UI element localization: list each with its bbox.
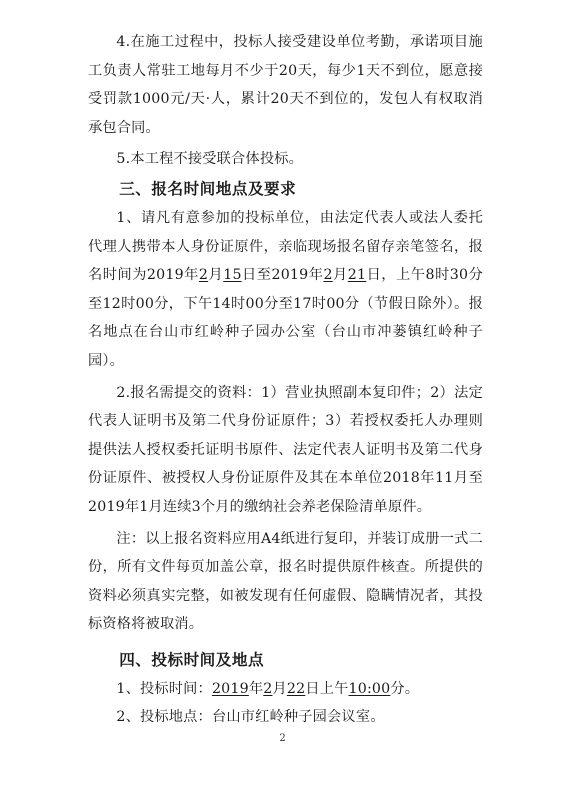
bid-text-a: 1、投标时间： xyxy=(116,680,212,697)
bid-day: 22 xyxy=(286,680,306,697)
reg-end-month: 2 xyxy=(323,267,333,284)
reg-text-a: 1、请凡有意参加的投标单位，由法定代表人或法人委托代理人携带本人身份证原件，亲临现场报名留存亲笔签名，报名时间为2019年 xyxy=(88,209,483,284)
reg-text-d: 月 xyxy=(332,267,348,284)
bid-year: 2019 xyxy=(211,680,249,697)
bid-location-paragraph: 2、投标地点：台山市红岭种子园会议室。 xyxy=(116,709,385,726)
registration-note-paragraph: 注：以上报名资料应用A4纸进行复印，并装订成册一式二份，所有文件每页加盖公章，报名时提供原件核查。所提供的资料必须真实完整，如被发现有任何虚假、隐瞒情况者，其投标资格将被取消。 xyxy=(88,530,483,633)
reg-start-day: 15 xyxy=(223,267,242,284)
reg-start-month: 2 xyxy=(198,267,209,284)
registration-time-place-paragraph xyxy=(88,204,483,376)
section-four-heading: 四、投标时间及地点 xyxy=(119,650,265,669)
bid-text-b: 年 xyxy=(248,680,264,697)
reg-text-e: 日，上午8时30分至12时00分，下午14时00分至17时00分（节假日除外）。报名地点在台山市红岭种子园办公室（台山市冲蒌镇红岭种子园）。 xyxy=(88,267,483,369)
reg-text-b: 月 xyxy=(208,267,224,284)
bid-text-f: 分。 xyxy=(390,680,420,697)
bid-month: 2 xyxy=(263,680,273,697)
bid-clock-time: 10:00 xyxy=(348,680,391,697)
bid-text-e: 日上午 xyxy=(305,680,349,697)
clause-4-paragraph: 4.在施工过程中，投标人接受建设单位考勤，承诺项目施工负责人常驻工地每月不少于20天，每少1天不到位，愿意接受罚款1000元/天·人，累计20天不到位的，发包人有权取消承包合同。 xyxy=(88,34,483,136)
bid-text-c: 月 xyxy=(272,680,287,697)
registration-materials-paragraph: 2.报名需提交的资料：1）营业执照副本复印件；2）法定代表人证明书及第二代身份证原件；3）若授权委托人办理则提供法人授权委托证明书原件、法定代表人证明书及第二代身份证原件、被授权人身份证原件及其在本单位2018年11月至2019年1月连续3个月的缴纳社会养老保险清单原件。 xyxy=(88,384,483,515)
reg-text-c: 日至2019年 xyxy=(241,267,324,284)
page-number: 2 xyxy=(279,733,286,744)
reg-end-day: 21 xyxy=(347,267,367,284)
section-three-heading: 三、报名时间地点及要求 xyxy=(119,179,297,198)
clause-5-paragraph: 5.本工程不接受联合体投标。 xyxy=(116,151,303,168)
bid-time-paragraph xyxy=(88,675,483,704)
